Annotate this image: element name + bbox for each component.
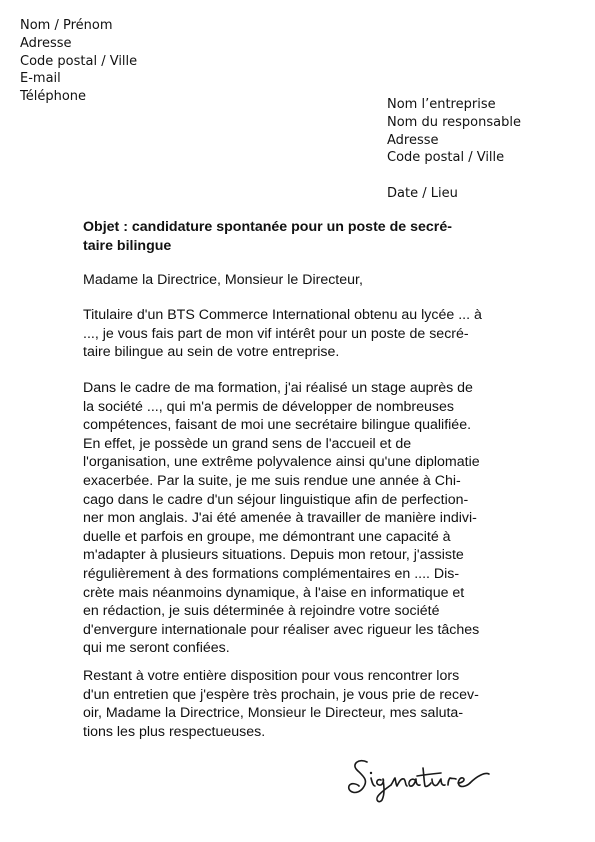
- paragraph-line: la société ..., qui m'a permis de développer de nombreuses: [83, 398, 454, 415]
- paragraph-line: régulièrement à des formations complémentaires en .... Dis-: [83, 565, 460, 582]
- paragraph-line: ner mon anglais. J'ai été amenée à travailler de manière indivi-: [83, 510, 477, 527]
- paragraph-line: compétences, faisant de moi une secrétaire bilingue qualifiée.: [83, 417, 472, 434]
- paragraph-line: En effet, je possède un grand sens de l'accueil et de: [83, 435, 412, 452]
- sender-name: Nom / Prénom: [20, 18, 113, 33]
- subject-line-1: Objet : candidature spontanée pour un poste de secré-: [83, 219, 452, 235]
- recipient-manager: Nom du responsable: [387, 114, 521, 130]
- paragraph-line: Dans le cadre de ma formation, j'ai réalisé un stage auprès de: [83, 380, 473, 396]
- recipient-postal-city: Code postal / Ville: [387, 150, 505, 166]
- paragraph-line: l'organisation, une extrême polyvalence ainsi qu'une diplomatie: [83, 454, 480, 471]
- paragraph-line: d'envergure internationale pour réaliser avec rigueur les tâches: [83, 621, 480, 638]
- recipient-company: Nom l’entreprise: [387, 97, 496, 112]
- paragraph-intro: [83, 306, 528, 362]
- paragraph-line: Titulaire d'un BTS Commerce International obtenu au lycée ... à: [83, 307, 482, 323]
- paragraph-line: oir, Madame la Directrice, Monsieur le Directeur, mes saluta-: [83, 705, 464, 722]
- recipient-address: Adresse: [387, 132, 439, 148]
- paragraph-line: duelle et parfois en groupe, me démontrant une capacité à: [83, 528, 451, 545]
- sender-address: Adresse: [20, 35, 72, 51]
- paragraph-line: Restant à votre entière disposition pour vous rencontrer lors: [83, 668, 460, 684]
- paragraph-line: cago dans le cadre d'un séjour linguistique afin de perfection-: [83, 491, 469, 508]
- handwritten-signature: [345, 752, 495, 804]
- sender-postal-city: Code postal / Ville: [20, 53, 138, 69]
- paragraph-line: d'un entretien que j'espère très prochain, je vous prie de recev-: [83, 686, 479, 703]
- paragraph-line: ..., je vous fais part de mon vif intérêt pour un poste de secré-: [83, 325, 469, 342]
- paragraph-line: en rédaction, je suis déterminée à rejoindre votre société: [83, 603, 440, 620]
- paragraph-line: exacerbée. Par la suite, je me suis rendue une année à Chi-: [83, 472, 461, 489]
- subject-line: [83, 218, 528, 255]
- salutation: Madame la Directrice, Monsieur le Directeur,: [83, 272, 363, 288]
- paragraph-line: m'adapter à plusieurs situations. Depuis mon retour, j'assiste: [83, 547, 464, 564]
- paragraph-line: taire bilingue au sein de votre entreprise.: [83, 344, 340, 361]
- signature-drawing: [345, 752, 495, 804]
- paragraph-line: crète mais néanmoins dynamique, à l'aise en informatique et: [83, 584, 465, 601]
- paragraph-experience: [83, 379, 528, 658]
- recipient-block: [387, 96, 521, 167]
- sender-phone: Téléphone: [20, 89, 87, 105]
- paragraph-line: qui me seront confiées.: [83, 640, 230, 657]
- sender-email: E-mail: [20, 71, 61, 87]
- sender-block: [20, 17, 137, 106]
- paragraph-closing: [83, 667, 528, 741]
- subject-line-2: taire bilingue: [83, 237, 172, 254]
- date-place: Date / Lieu: [387, 186, 458, 201]
- paragraph-line: tions les plus respectueuses.: [83, 723, 266, 740]
